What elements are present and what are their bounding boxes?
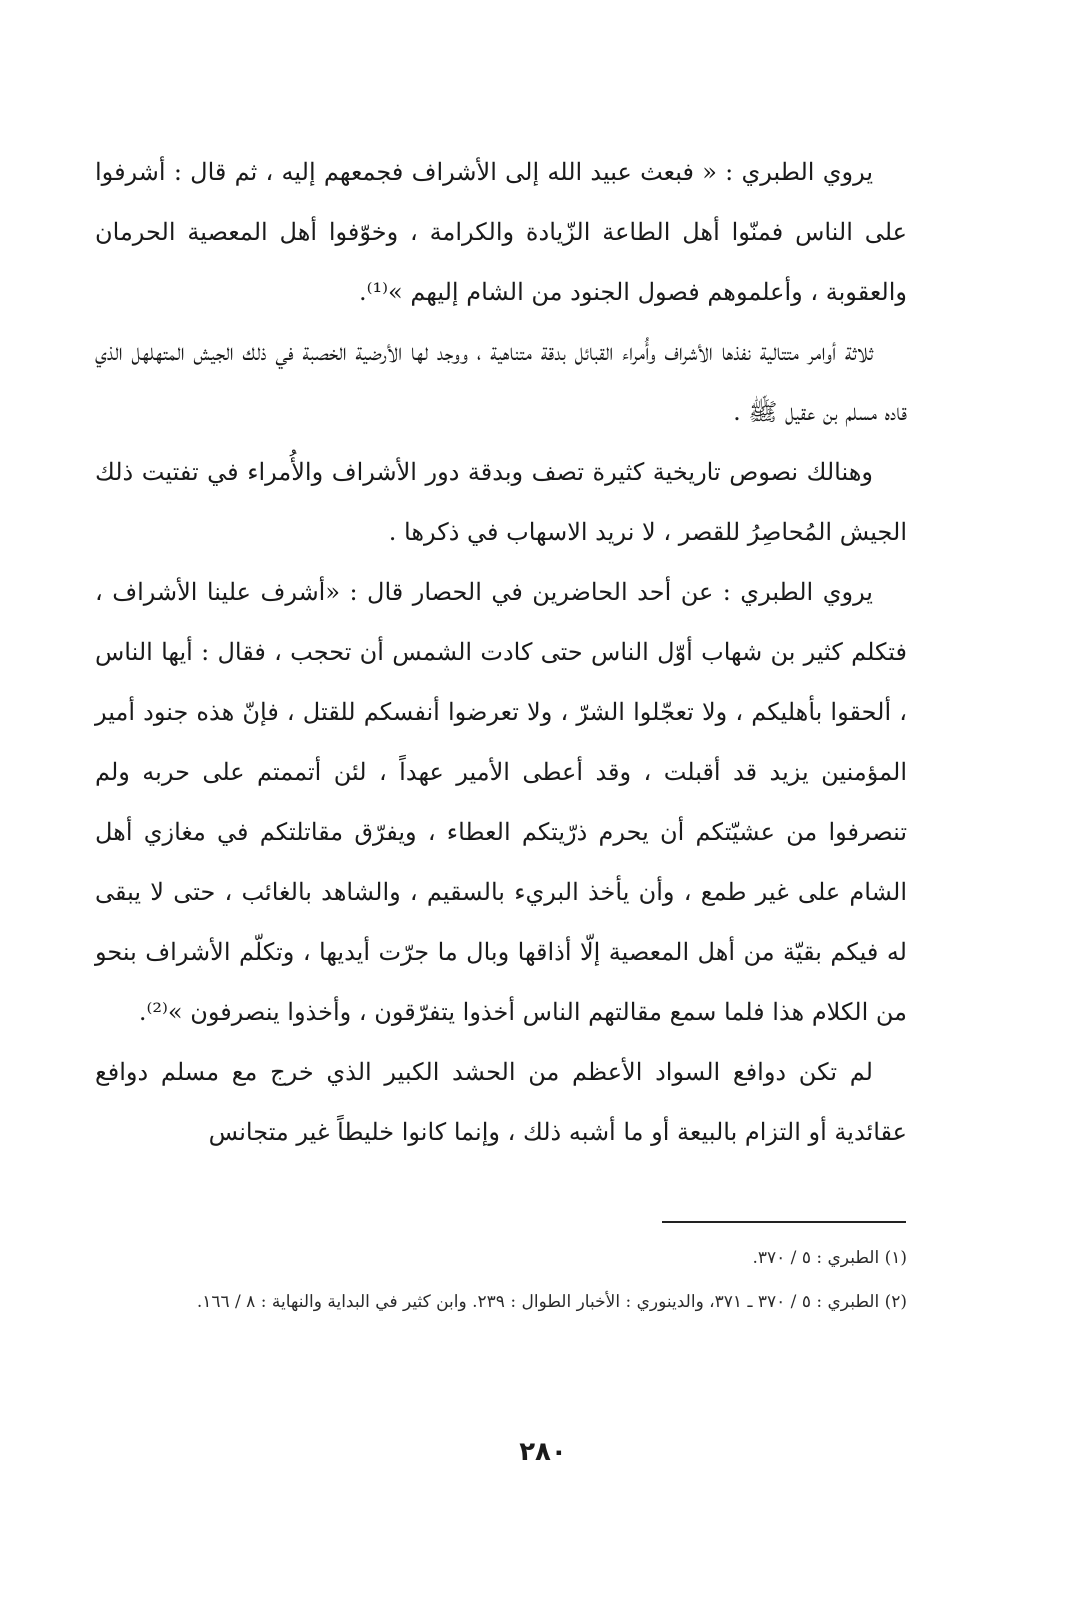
footnote-2: (٢) الطبري : ٥ / ٣٧٠ ـ ٣٧١، والدينوري : الأخبار الطوال : ٢٣٩. وابن كثير في البداية والنهاية : ٨ / ١٦٦. <box>196 1292 907 1312</box>
main-text <box>95 142 907 1162</box>
paragraph-5: لم تكن دوافع السواد الأعظم من الحشد الكبير الذي خرج مع مسلم دوافع عقائدية أو التزام بالبيعة أو ما أشبه ذلك ، وإنما كانوا خليطاً غير متجانس <box>95 1058 907 1146</box>
paragraph-2: ثلاثة أوامر متتالية نفذها الأشراف وأُمراء القبائل بدقة متناهية ، ووجد لها الأرضية الخصبة في ذلك الجيش المتهلهل الذي قاده مسلم بن عقيل ﷺ . <box>95 338 907 426</box>
footnote-separator <box>662 1221 906 1223</box>
paragraph-4: يروي الطبري : عن أحد الحاضرين في الحصار قال : «أشرف علينا الأشراف ، فتكلم كثير بن شهاب أوّل الناس حتى كادت الشمس أن تحجب ، فقال : أيها الناس ، ألحقوا بأهليكم ، ولا تعجّلوا الشرّ ، ولا تعرضوا أنفسكم للقتل ، فإنّ هذه جنود أمير المؤمنين يزيد قد أقبلت ، وقد أعطى الأمير عهداً ، لئن أتممتم على حربه ولم تنصرفوا من عشيّتكم أن يحرم ذرّيتكم العطاء ، ويفرّق مقاتلتكم في مغازي أهل الشام على غير طمع ، وأن يأخذ البريء بالسقيم ، والشاهد بالغائب ، حتى لا يبقى له فيكم بقيّة من أهل المعصية إلّا أذاقها وبال ما جرّت أيديها ، وتكلّم الأشراف بنحو من الكلام هذا فلما سمع مقالتهم الناس أخذوا يتفرّقون ، وأخذوا ينصرفون »⁽²⁾. <box>95 578 907 1026</box>
page-number: ٢٨٠ <box>519 1437 567 1467</box>
paragraph-3: وهنالك نصوص تاريخية كثيرة تصف وبدقة دور الأشراف والأُمراء في تفتيت ذلك الجيش المُحاصِرُ للقصر ، لا نريد الاسهاب في ذكرها . <box>95 458 907 546</box>
footnotes <box>95 1236 907 1324</box>
footnote-1: (١) الطبري : ٥ / ٣٧٠. <box>752 1248 907 1268</box>
paragraph-1: يروي الطبري : « فبعث عبيد الله إلى الأشراف فجمعهم إليه ، ثم قال : أشرفوا على الناس فمنّوا أهل الطاعة الزّيادة والكرامة ، وخوّفوا أهل المعصية الحرمان والعقوبة ، وأعلموهم فصول الجنود من الشام إليهم »⁽¹⁾. <box>95 158 907 306</box>
